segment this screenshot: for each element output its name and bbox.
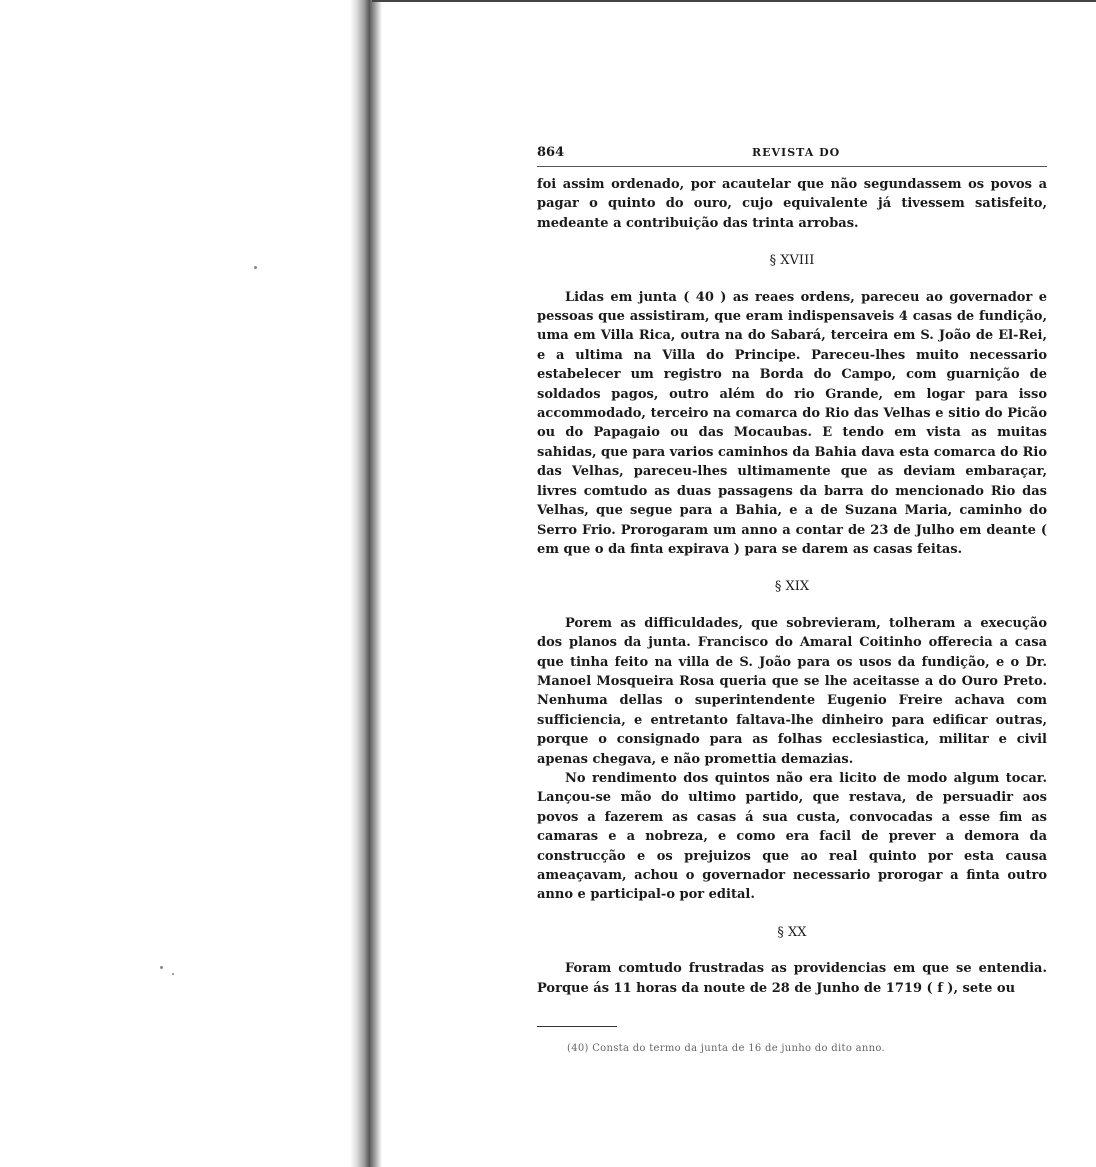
scan-speck [254,266,257,269]
running-header [537,145,1047,167]
page-number: 864 [537,145,565,160]
paragraph: Lidas em junta ( 40 ) as reaes ordens, pareceu ao governador e pessoas que assistiram, que eram indispensaveis 4 casas de fundição, uma em Villa Rica, outra na do Sabará, terceira em S. João de El-Rei, e a ultima na Villa do Principe. Pareceu-lhes muito necessario estabelecer um registro na Borda do Campo, com guarnição de soldados pagos, outro além do rio Grande, em logar para isso accommodado, terceiro na comarca do Rio das Velhas e sitio do Picão ou do Papagaio ou das Mocaubas. E tendo em vista as muitas sahidas, que para varios caminhos da Bahia dava esta comarca do Rio das Velhas, pareceu-lhes ultimamente que as deviam embaraçar, livres comtudo as duas passagens da barra do mencionado Rio das Velhas, que segue para a Bahia, e a de Suzana Maria, caminho do Serro Frio. Prorogaram um anno a contar de 23 de Julho em deante ( em que o da finta expirava ) para se darem as casas feitas. [537,289,1047,557]
paragraph: Foram comtudo frustradas as providencias em que se entendia. Porque ás 11 horas da noute de 28 de Junho de 1719 ( f ), sete ou [537,961,1047,996]
paragraph: foi assim ordenado, por acautelar que não segundassem os povos a pagar o quinto do ouro, cujo equivalente já tivessem satisfeito, medeante a contribuição das trinta arrobas. [537,177,1047,231]
section-heading: § XX [777,924,807,940]
body-text [537,175,1047,998]
paragraph: No rendimento dos quintos não era licito de modo algum tocar. Lançou-se mão do ultimo partido, que restava, de persuadir aos povos a fazerem as casas á sua custa, convocadas a esse fim as camaras e a nobreza, e como era facil de prever a demora da construcção e os prejuizos que ao real quinto por esta causa ameaçavam, achou o governador necessario prorogar a finta outro anno e participal-o por edital. [537,770,1047,903]
section-heading: § XIX [774,579,810,595]
paragraph: Porem as difficuldades, que sobrevieram, tolheram a execução dos planos da junta. Francisco do Amaral Coitinho offerecia a casa que tinha feito na villa de S. João para os usos da fundição, e o Dr. Manoel Mosqueira Rosa queria que se lhe aceitasse a do Ouro Preto. Nenhuma dellas o superintendente Eugenio Freire achava com sufficiencia, e entretanto faltava-lhe dinheiro para edificar outras, porque o consignado para as folhas ecclesiastica, militar e civil apenas chegava, e não promettia demazias. [537,615,1047,767]
section-heading: § XVIII [769,253,815,269]
book-gutter [350,0,382,1167]
page-top-edge [372,0,1096,2]
book-page [537,145,1047,1054]
running-title: REVISTA DO [752,146,841,159]
scan-speck [160,966,163,969]
footnote: (40) Consta do termo da junta de 16 de junho do dito anno. [567,1043,885,1055]
footnote-rule [537,1026,617,1027]
scan-speck [172,973,174,975]
